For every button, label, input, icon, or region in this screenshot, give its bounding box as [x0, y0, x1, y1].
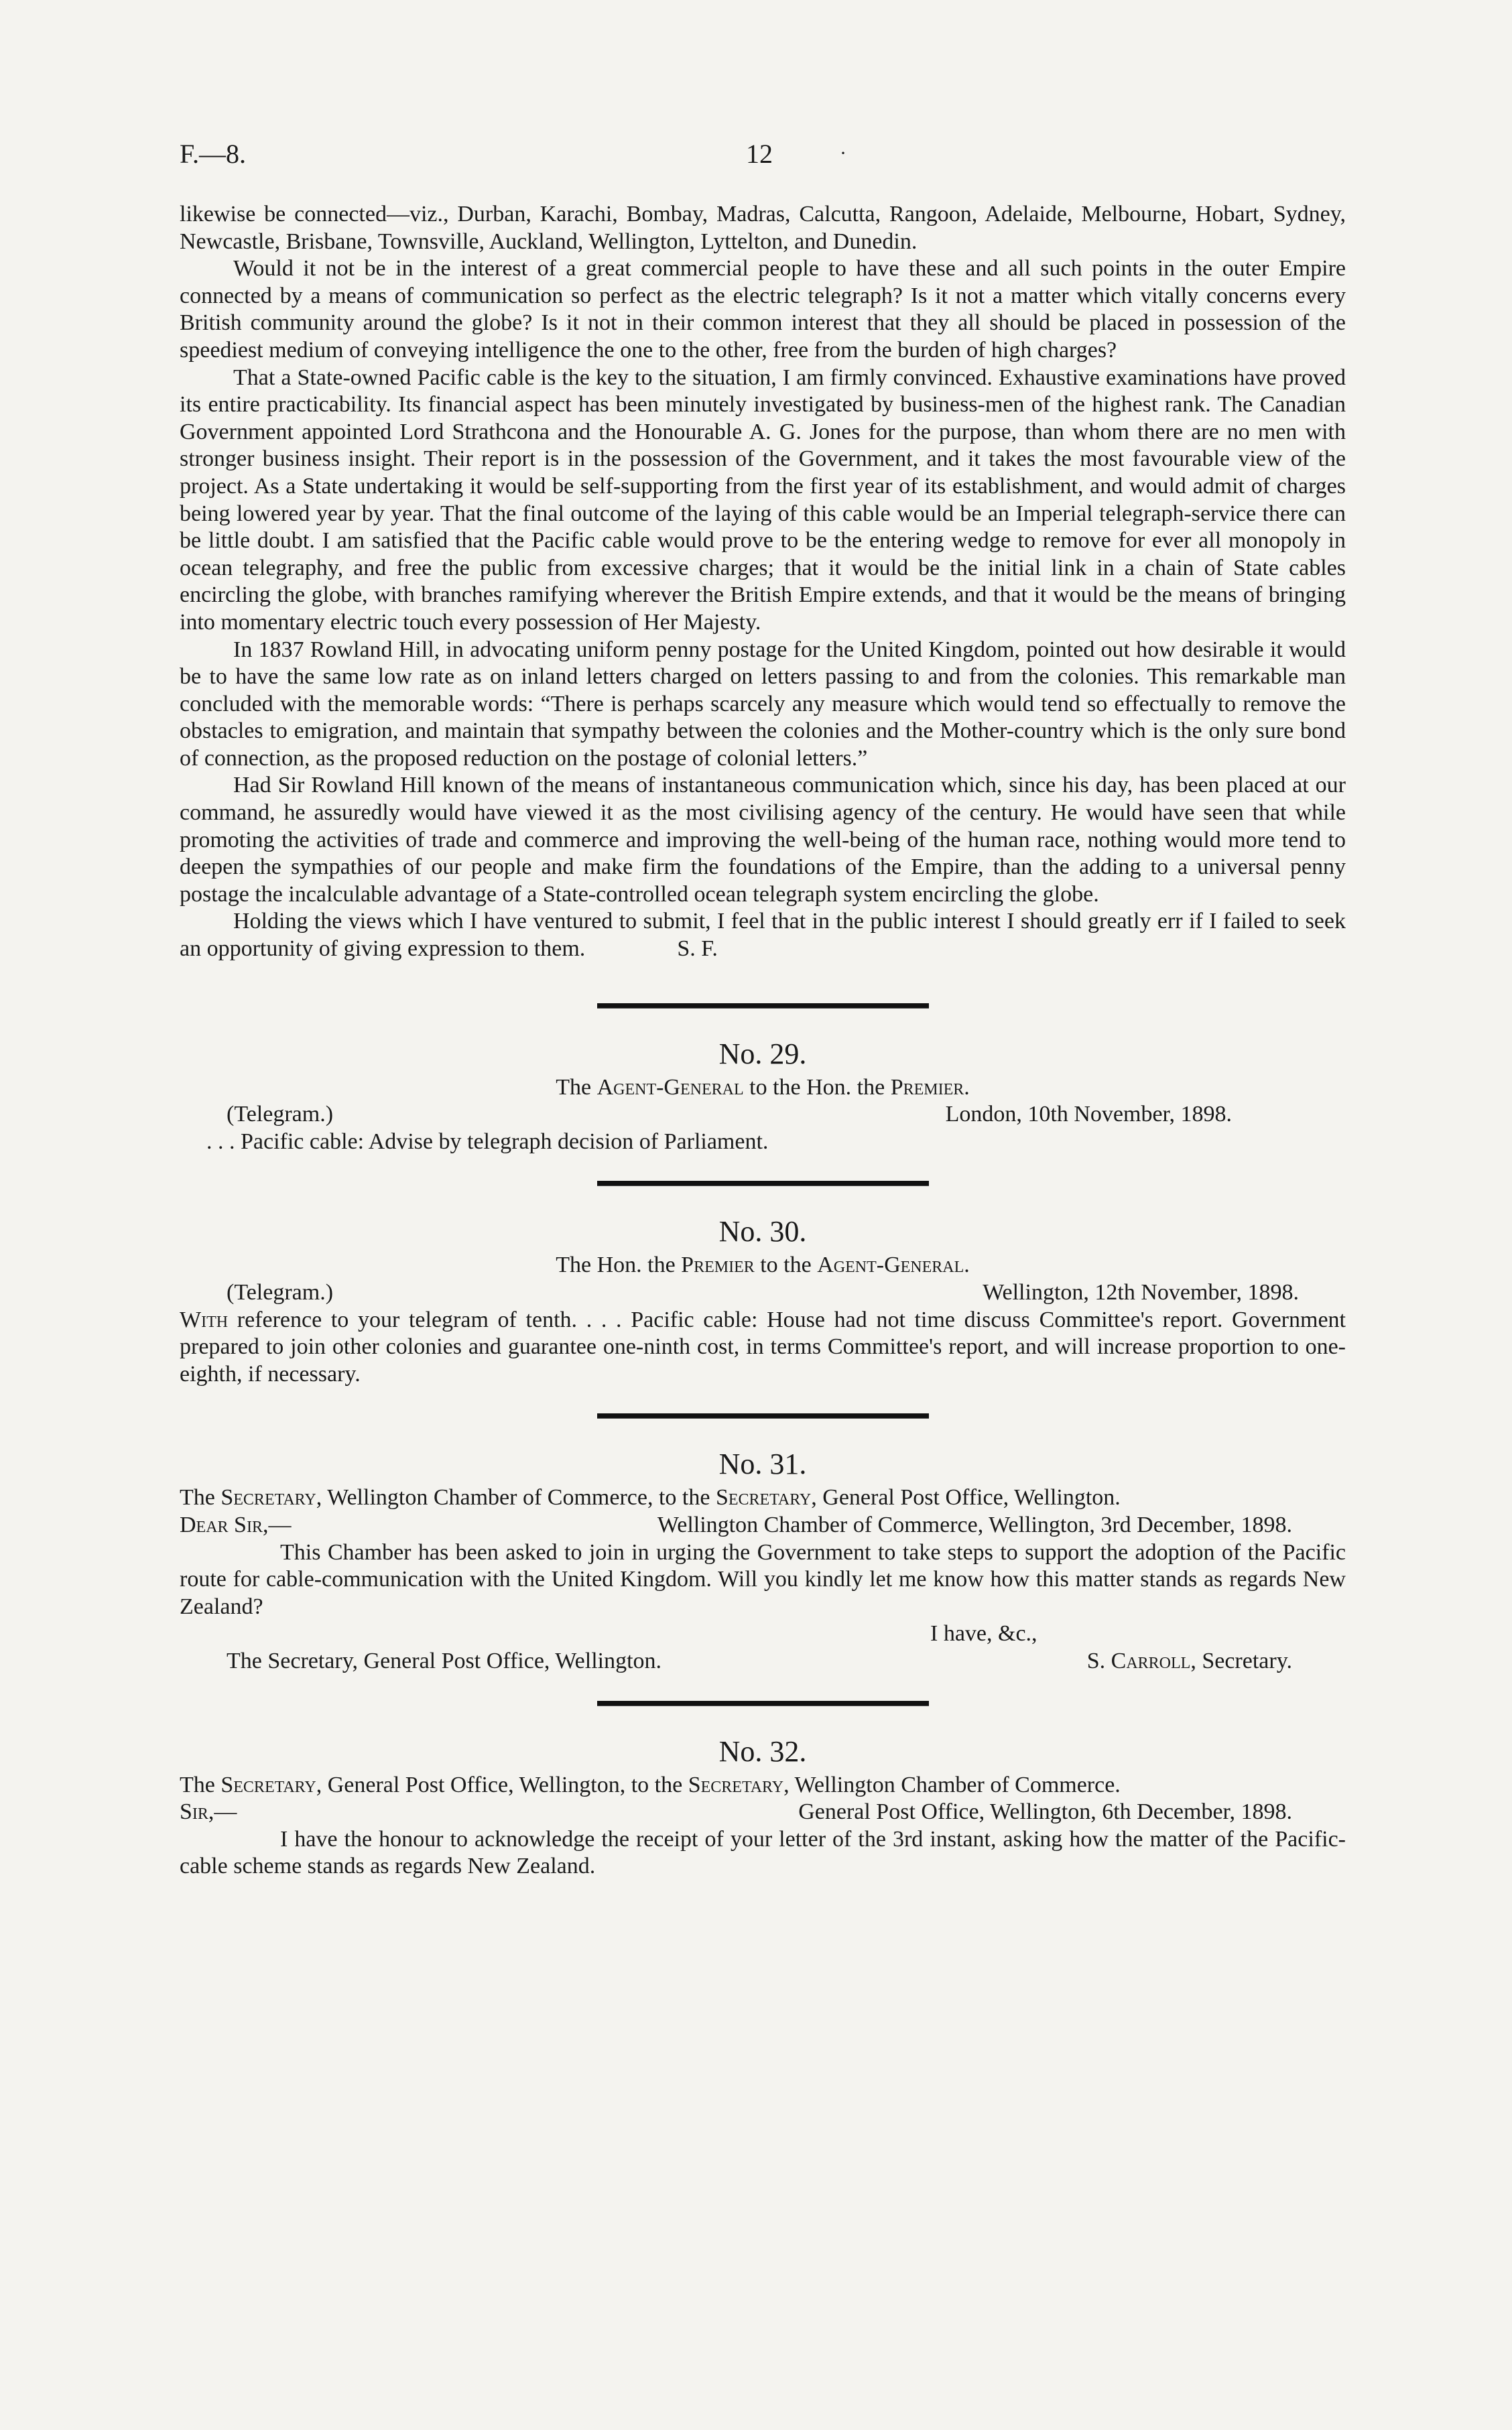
title-text: .: [964, 1074, 970, 1100]
section-divider: [597, 1181, 929, 1186]
title-text: , Wellington Chamber of Commerce, to the: [316, 1485, 716, 1511]
text-body: reference to your telegram of tenth. . . . Pacific cable: House had not time discuss Committee's report. Government prepared to join other colonies and guarantee one-ninth cost, in terms Committee's report, and will increase proportion to one-eighth, if necessary.: [180, 1307, 1346, 1387]
section-number: No. 31.: [718, 1448, 807, 1481]
section-divider: [597, 1003, 929, 1009]
place-date: Wellington Chamber of Commerce, Wellington, 3rd December, 1898.: [657, 1512, 1292, 1537]
signatory: [1087, 1648, 1292, 1675]
section-number: No. 30.: [718, 1215, 807, 1249]
title-text: .: [964, 1253, 970, 1278]
addressee: The Secretary, General Post Office, Wellington.: [227, 1648, 662, 1673]
place-date: General Post Office, Wellington, 6th December, 1898.: [798, 1799, 1292, 1825]
salutation: Dear Sir,—: [180, 1512, 292, 1537]
closing-paragraph: [180, 908, 1346, 962]
title-sender: Secretary: [220, 1772, 316, 1797]
section-number: No. 32.: [718, 1734, 807, 1768]
paragraph: likewise be connected—viz., Durban, Karachi, Bombay, Madras, Calcutta, Rangoon, Adelaide, Melbourne, Hobart, Sydney, Newcastle, Brisbane, Townsville, Auckland, Wellington, Lyttelton, and Dunedin.: [180, 202, 1346, 254]
title-sender: Secretary: [220, 1485, 316, 1511]
title-recipient: Agent-General: [817, 1253, 964, 1278]
letter-text: This Chamber has been asked to join in urging the Government to take steps to support the adoption of the Pacific route for cable-communication with the United Kingdom. Will you kindly let me know how this matter stands as regards New Zealand?: [180, 1539, 1346, 1619]
signer-title: , Secretary.: [1190, 1648, 1292, 1673]
section-divider: [597, 1413, 929, 1419]
section-title: [180, 1252, 1346, 1279]
section-title: [180, 1772, 1346, 1799]
title-recipient: Premier: [890, 1074, 964, 1100]
section-title: [180, 1484, 1346, 1512]
letter-signoff: [180, 1648, 1346, 1675]
paragraph: Would it not be in the interest of a great commercial people to have these and all such points in the outer Empire connected by a means of communication so perfect as the electric telegraph? Is it not a matter which vitally concerns every British community around the globe? Is it not in their common interest that they all should be placed in possession of the speediest medium of conveying intelligence the one to the other, free from the burden of high charges?: [180, 256, 1346, 363]
letter-header: [180, 1799, 1346, 1826]
section-title: [180, 1074, 1346, 1102]
document-body: [180, 134, 1346, 1880]
section-divider: [597, 1701, 929, 1706]
signer-name: S. Carroll: [1086, 1648, 1191, 1673]
text-lead: With: [180, 1307, 229, 1332]
message-kind: (Telegram.): [227, 1280, 334, 1305]
title-recipient: Secretary: [688, 1772, 784, 1797]
header-mark: ·: [840, 142, 846, 164]
telegram-header: [180, 1101, 1346, 1129]
title-text: The: [180, 1485, 221, 1511]
closing-text: Holding the views which I have ventured to submit, I feel that in the public interest I should greatly err if I failed to seek an opportunity of giving expression to them.: [180, 909, 1346, 962]
letter-text: I have the honour to acknowledge the receipt of your letter of the 3rd instant, asking how the matter of the Pacific-cable scheme stands as regards New Zealand.: [180, 1826, 1346, 1879]
telegram-text: [180, 1307, 1346, 1389]
title-text: The Hon. the: [556, 1253, 682, 1278]
telegram-text: . . . Pacific cable: Advise by telegraph decision of Parliament.: [206, 1129, 769, 1154]
letter-header: [180, 1512, 1346, 1539]
title-text: , General Post Office, Wellington.: [811, 1485, 1121, 1511]
title-text: to the Hon. the: [743, 1074, 891, 1100]
paragraph: Had Sir Rowland Hill known of the means of instantaneous communication which, since his day, has been placed at our command, he assuredly would have viewed it as the most civilising agency of the century. He would have seen that while promoting the activities of trade and commerce and improving the well-being of the human race, nothing would more tend to deepen the sympathies of our people and make firm the foundations of the Empire, than the adding to a universal penny postage the incalculable advantage of a State-controlled ocean telegraph system encircling the globe.: [180, 773, 1346, 907]
paragraph: In 1837 Rowland Hill, in advocating uniform penny postage for the United Kingdom, pointed out how desirable it would be to have the same low rate as on inland letters charged on letters passing to and from the colonies. This remarkable man concluded with the memorable words: “There is perhaps scarcely any measure which would tend so effectually to remove the obstacles to emigration, and maintain that sympathy between the colonies and the Mother-country which is the only sure bond of connection, as the proposed reduction on the postage of colonial letters.”: [180, 637, 1346, 771]
place-date: Wellington, 12th November, 1898.: [983, 1280, 1299, 1305]
page-number: 12: [746, 139, 773, 169]
title-text: to the: [754, 1253, 818, 1278]
salutation: Sir,—: [180, 1799, 237, 1825]
signature-initials: S. F.: [677, 936, 718, 962]
title-text: The: [180, 1772, 221, 1797]
section-number: No. 29.: [718, 1037, 807, 1070]
message-kind: (Telegram.): [227, 1102, 334, 1127]
place-date: London, 10th November, 1898.: [945, 1102, 1232, 1127]
title-text: The: [556, 1074, 597, 1100]
document-reference: F.—8.: [180, 139, 247, 169]
title-text: , Wellington Chamber of Commerce.: [783, 1772, 1121, 1797]
title-text: , General Post Office, Wellington, to the: [316, 1772, 688, 1797]
title-sender: Premier: [681, 1253, 755, 1278]
paragraph: That a State-owned Pacific cable is the key to the situation, I am firmly convinced. Exhaustive examinations have proved its entire practicability. Its financial aspect has been minutely investigated by business-men of the highest rank. The Canadian Government appointed Lord Strathcona and the Honourable A. G. Jones for the purpose, than whom there are no men with stronger business insight. Their report is in the possession of the Government, and it takes the most favourable view of the project. As a State undertaking it would be self-supporting from the first year of its establishment, and would admit of charges being lowered year by year. That the final outcome of the laying of this cable would be an Imperial telegraph-service there can be little doubt. I am satisfied that the Pacific cable would prove to be the entering wedge to remove for ever all monopoly in ocean telegraphy, and free the public from excessive charges; that it would be the initial link in a chain of State cables encircling the globe, with branches ramifying wherever the British Empire extends, and that it would be the means of bringing into momentary electric touch every possession of Her Majesty.: [180, 365, 1346, 635]
telegram-header: [180, 1279, 1346, 1307]
title-recipient: Secretary: [715, 1485, 812, 1511]
letter-closing: I have, &c.,: [930, 1621, 1037, 1647]
title-sender: Agent-General: [596, 1074, 744, 1100]
